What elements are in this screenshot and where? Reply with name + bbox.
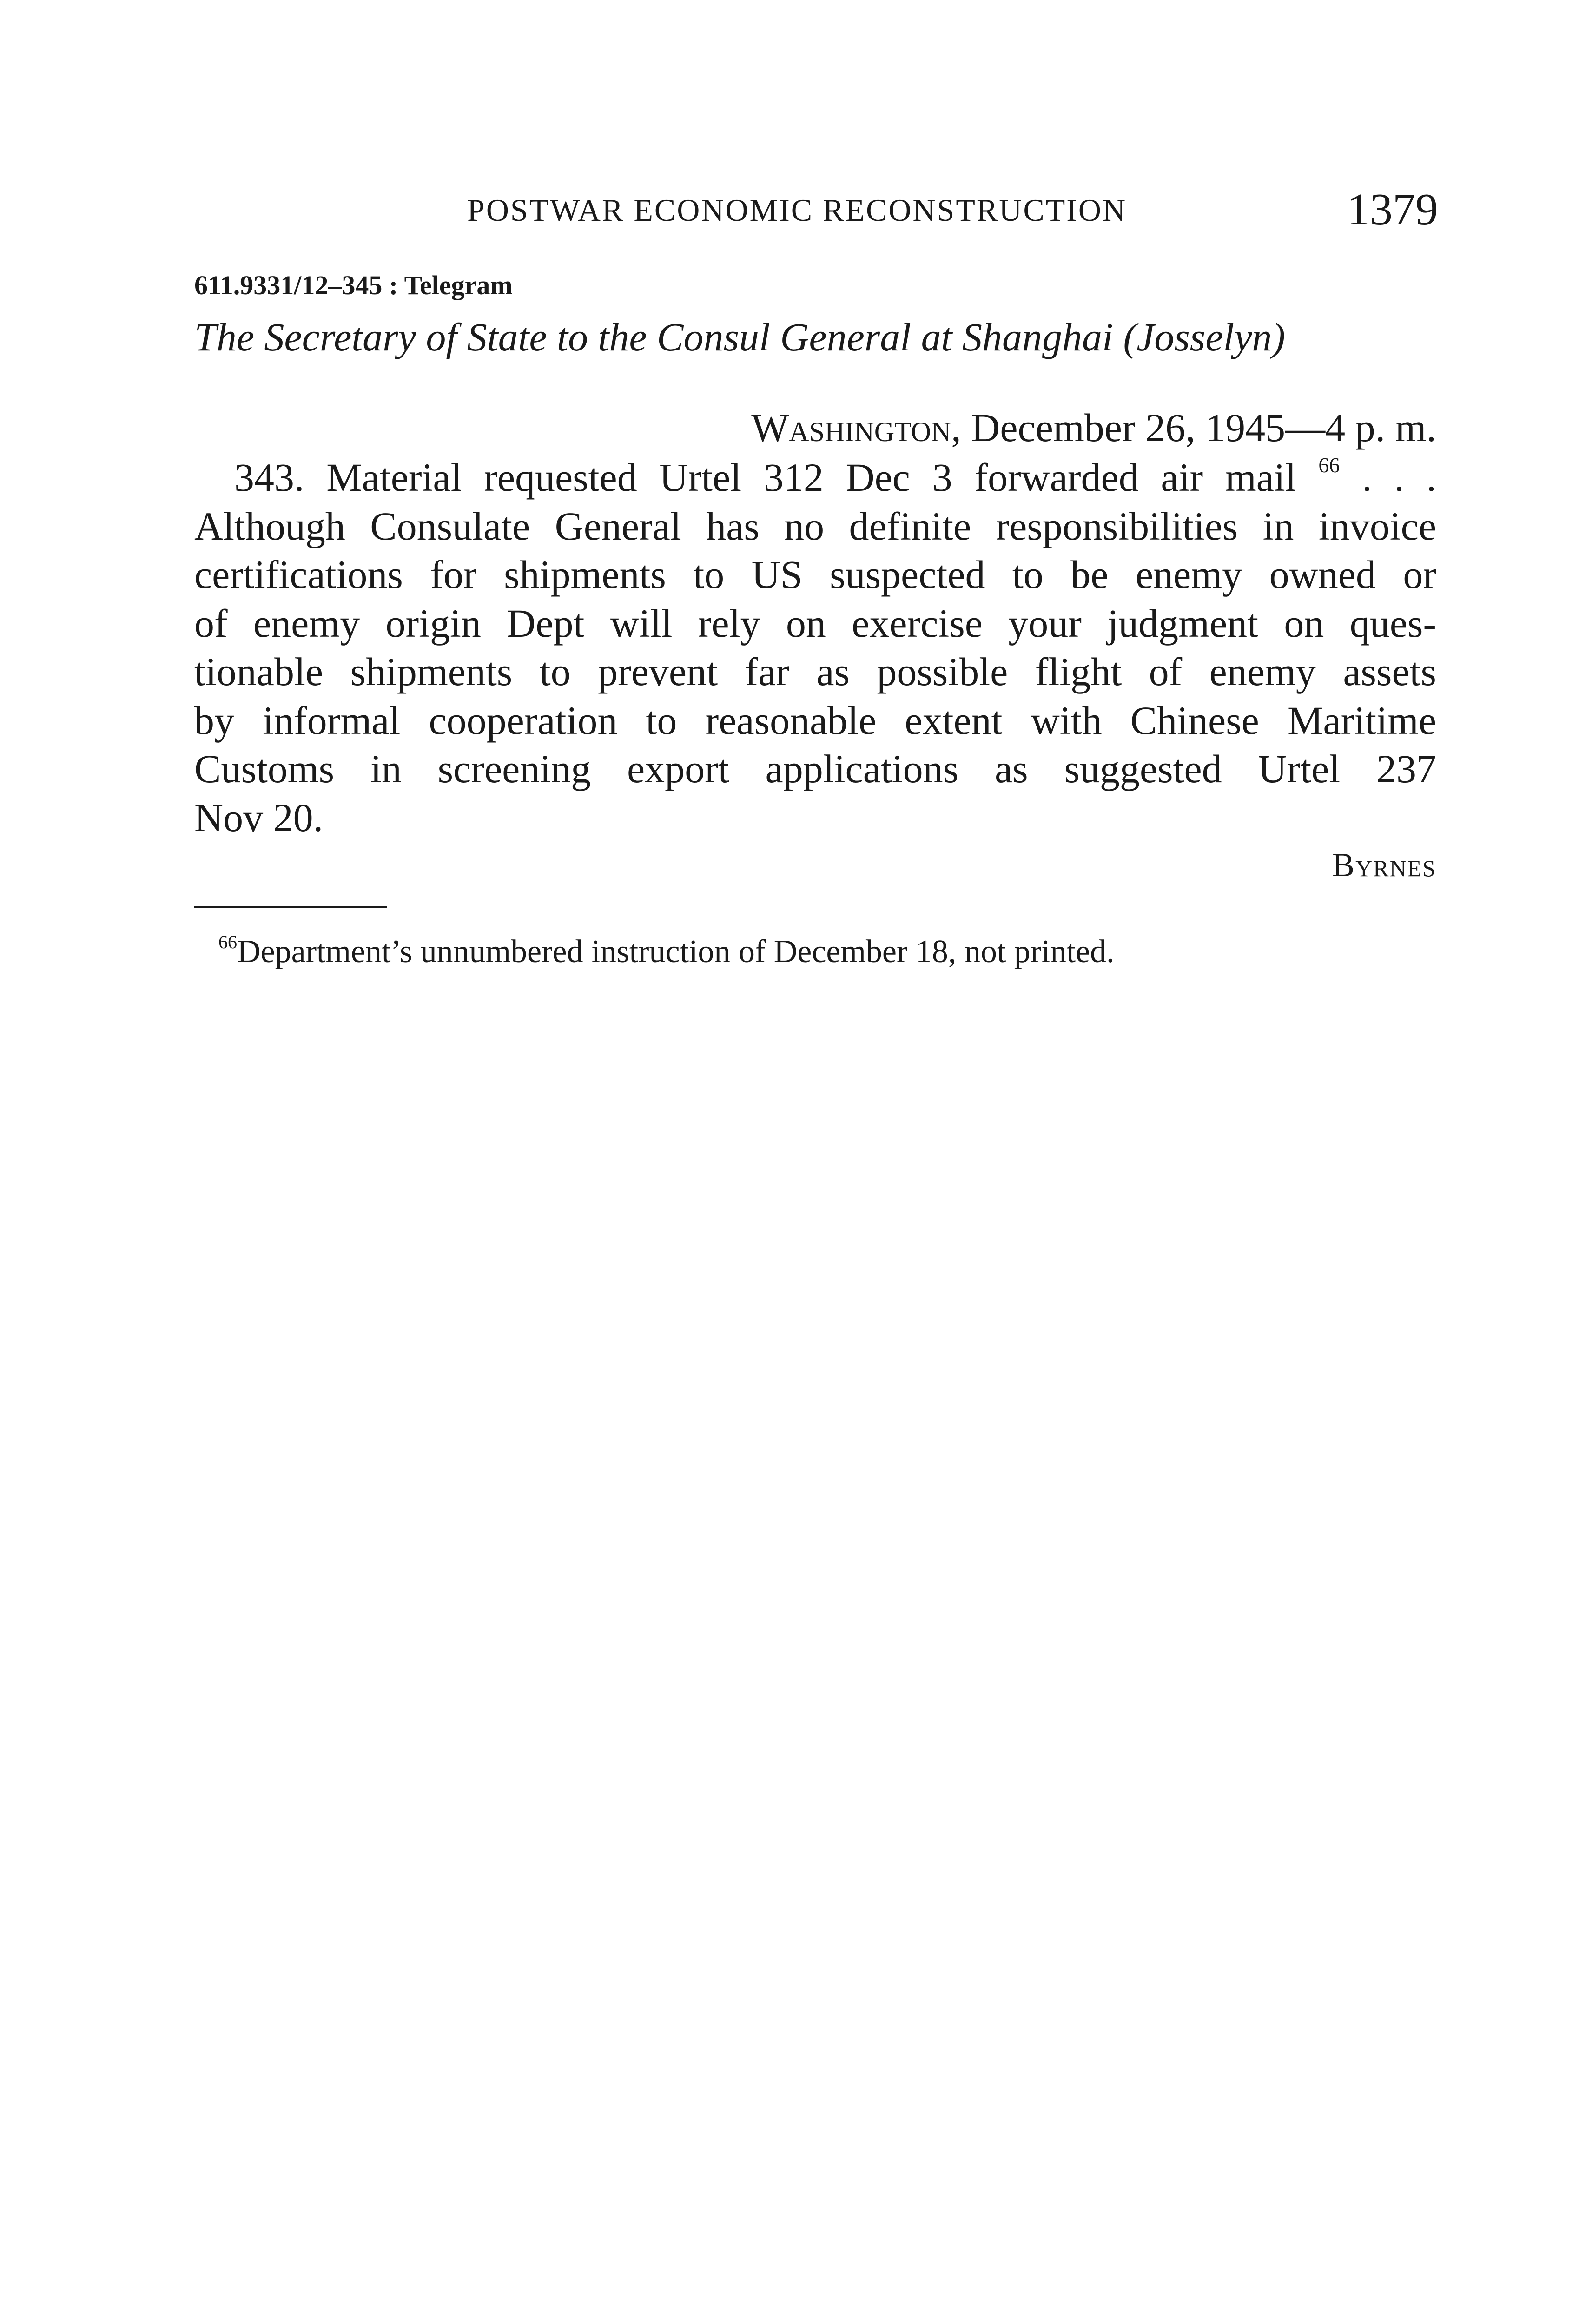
body-line-7: Customs in screening export applications as suggested Urtel 237 — [194, 746, 1436, 791]
ellipsis: . . . — [1340, 455, 1437, 500]
body-line-1 — [194, 453, 1436, 502]
document-heading: The Secretary of State to the Consul General at Shanghai (Josselyn) — [194, 315, 1286, 359]
footnote-divider — [194, 906, 387, 908]
body-line-3: certifications for shipments to US suspected to be enemy owned or — [194, 552, 1436, 597]
running-head — [0, 184, 1579, 235]
dateline-date: , December 26, 1945—4 p. m. — [951, 405, 1436, 450]
body-line-4: of enemy origin Dept will rely on exercise your judgment on ques- — [194, 601, 1436, 646]
dateline — [674, 404, 1436, 451]
file-reference: 611.9331/12–345 : Telegram — [194, 270, 513, 300]
body-line-text: 343. Material requested Urtel 312 Dec 3 forwarded air mail — [234, 455, 1296, 500]
footnote-text: Department’s unnumbered instruction of December 18, not printed. — [237, 934, 1115, 970]
body-line-2: Although Consulate General has no definite responsibilities in invoice — [194, 503, 1436, 548]
page-number: 1379 — [1347, 185, 1438, 235]
body-line-6: by informal cooperation to reasonable extent with Chinese Maritime — [194, 698, 1436, 743]
telegram-body — [194, 453, 1436, 842]
running-title: POSTWAR ECONOMIC RECONSTRUCTION — [467, 192, 1127, 228]
dateline-place: Washington — [751, 405, 951, 450]
signature: Byrnes — [1332, 846, 1436, 884]
body-line-8: Nov 20. — [194, 795, 324, 840]
body-line-5: tionable shipments to prevent far as possible flight of enemy assets — [194, 649, 1436, 694]
footnote — [218, 933, 1115, 971]
footnote-reference: 66 — [1318, 453, 1340, 477]
footnote-marker: 66 — [218, 931, 237, 952]
